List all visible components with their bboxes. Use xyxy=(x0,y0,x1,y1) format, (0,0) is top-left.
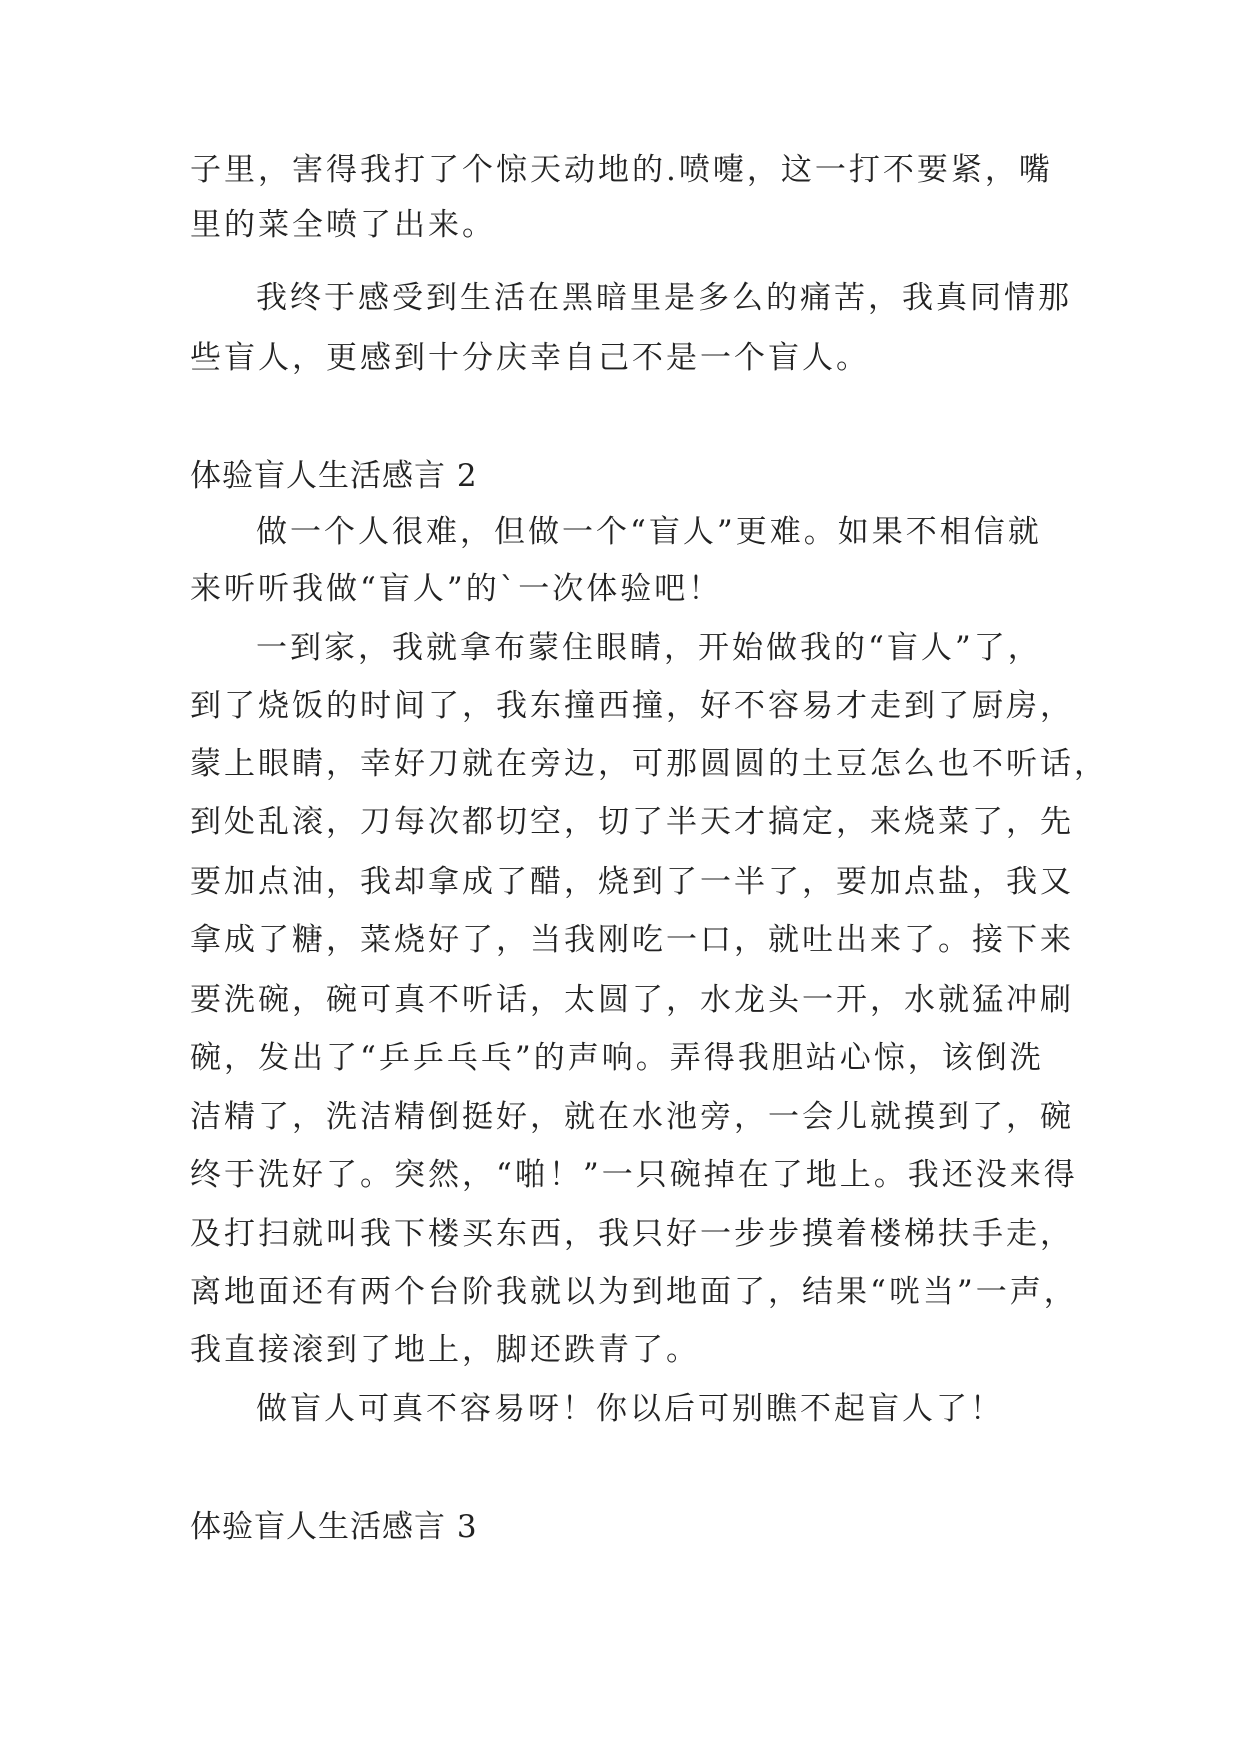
section-heading: 体验盲人生活感言 3 xyxy=(190,1509,478,1545)
paragraph-start-line: 我终于感受到生活在黑暗里是多么的痛苦，我真同情那 xyxy=(256,280,1072,316)
section-heading: 体验盲人生活感言 2 xyxy=(190,458,478,494)
text-line: 里的菜全喷了出来。 xyxy=(190,207,496,243)
paragraph-start-line: 一到家，我就拿布蒙住眼睛，开始做我的“盲人”了， xyxy=(256,630,1042,666)
text-line: 洁精了，洗洁精倒挺好，就在水池旁，一会儿就摸到了，碗 xyxy=(190,1099,1074,1135)
text-line: 碗，发出了“乒乒乓乓”的声响。弄得我胆站心惊，该倒洗 xyxy=(190,1040,1044,1076)
text-line: 离地面还有两个台阶我就以为到地面了，结果“咣当”一声， xyxy=(190,1274,1078,1310)
text-line: 到了烧饭的时间了，我东撞西撞，好不容易才走到了厨房， xyxy=(190,688,1074,724)
text-line: 要加点油，我却拿成了醋，烧到了一半了，要加点盐，我又 xyxy=(190,864,1074,900)
text-line: 终于洗好了。突然，“啪！”一只碗掉在了地上。我还没来得 xyxy=(190,1157,1078,1193)
text-line: 及打扫就叫我下楼买东西，我只好一步步摸着楼梯扶手走， xyxy=(190,1216,1074,1252)
text-line: 蒙上眼睛，幸好刀就在旁边，可那圆圆的土豆怎么也不听话， xyxy=(190,746,1108,782)
text-line: 来听听我做“盲人”的`一次体验吧！ xyxy=(190,571,723,607)
text-line: 拿成了糖，菜烧好了，当我刚吃一口，就吐出来了。接下来 xyxy=(190,922,1074,958)
text-line: 子里，害得我打了个惊天动地的.喷嚏，这一打不要紧，嘴 xyxy=(190,152,1053,188)
text-line: 些盲人，更感到十分庆幸自己不是一个盲人。 xyxy=(190,340,870,376)
paragraph-start-line: 做一个人很难，但做一个“盲人”更难。如果不相信就 xyxy=(256,514,1042,550)
text-line: 我直接滚到了地上，脚还跌青了。 xyxy=(190,1332,700,1368)
text-line: 到处乱滚，刀每次都切空，切了半天才搞定，来烧菜了，先 xyxy=(190,804,1074,840)
paragraph-start-line: 做盲人可真不容易呀！你以后可别瞧不起盲人了！ xyxy=(256,1391,1004,1427)
text-line: 要洗碗，碗可真不听话，太圆了，水龙头一开，水就猛冲刷 xyxy=(190,982,1074,1018)
